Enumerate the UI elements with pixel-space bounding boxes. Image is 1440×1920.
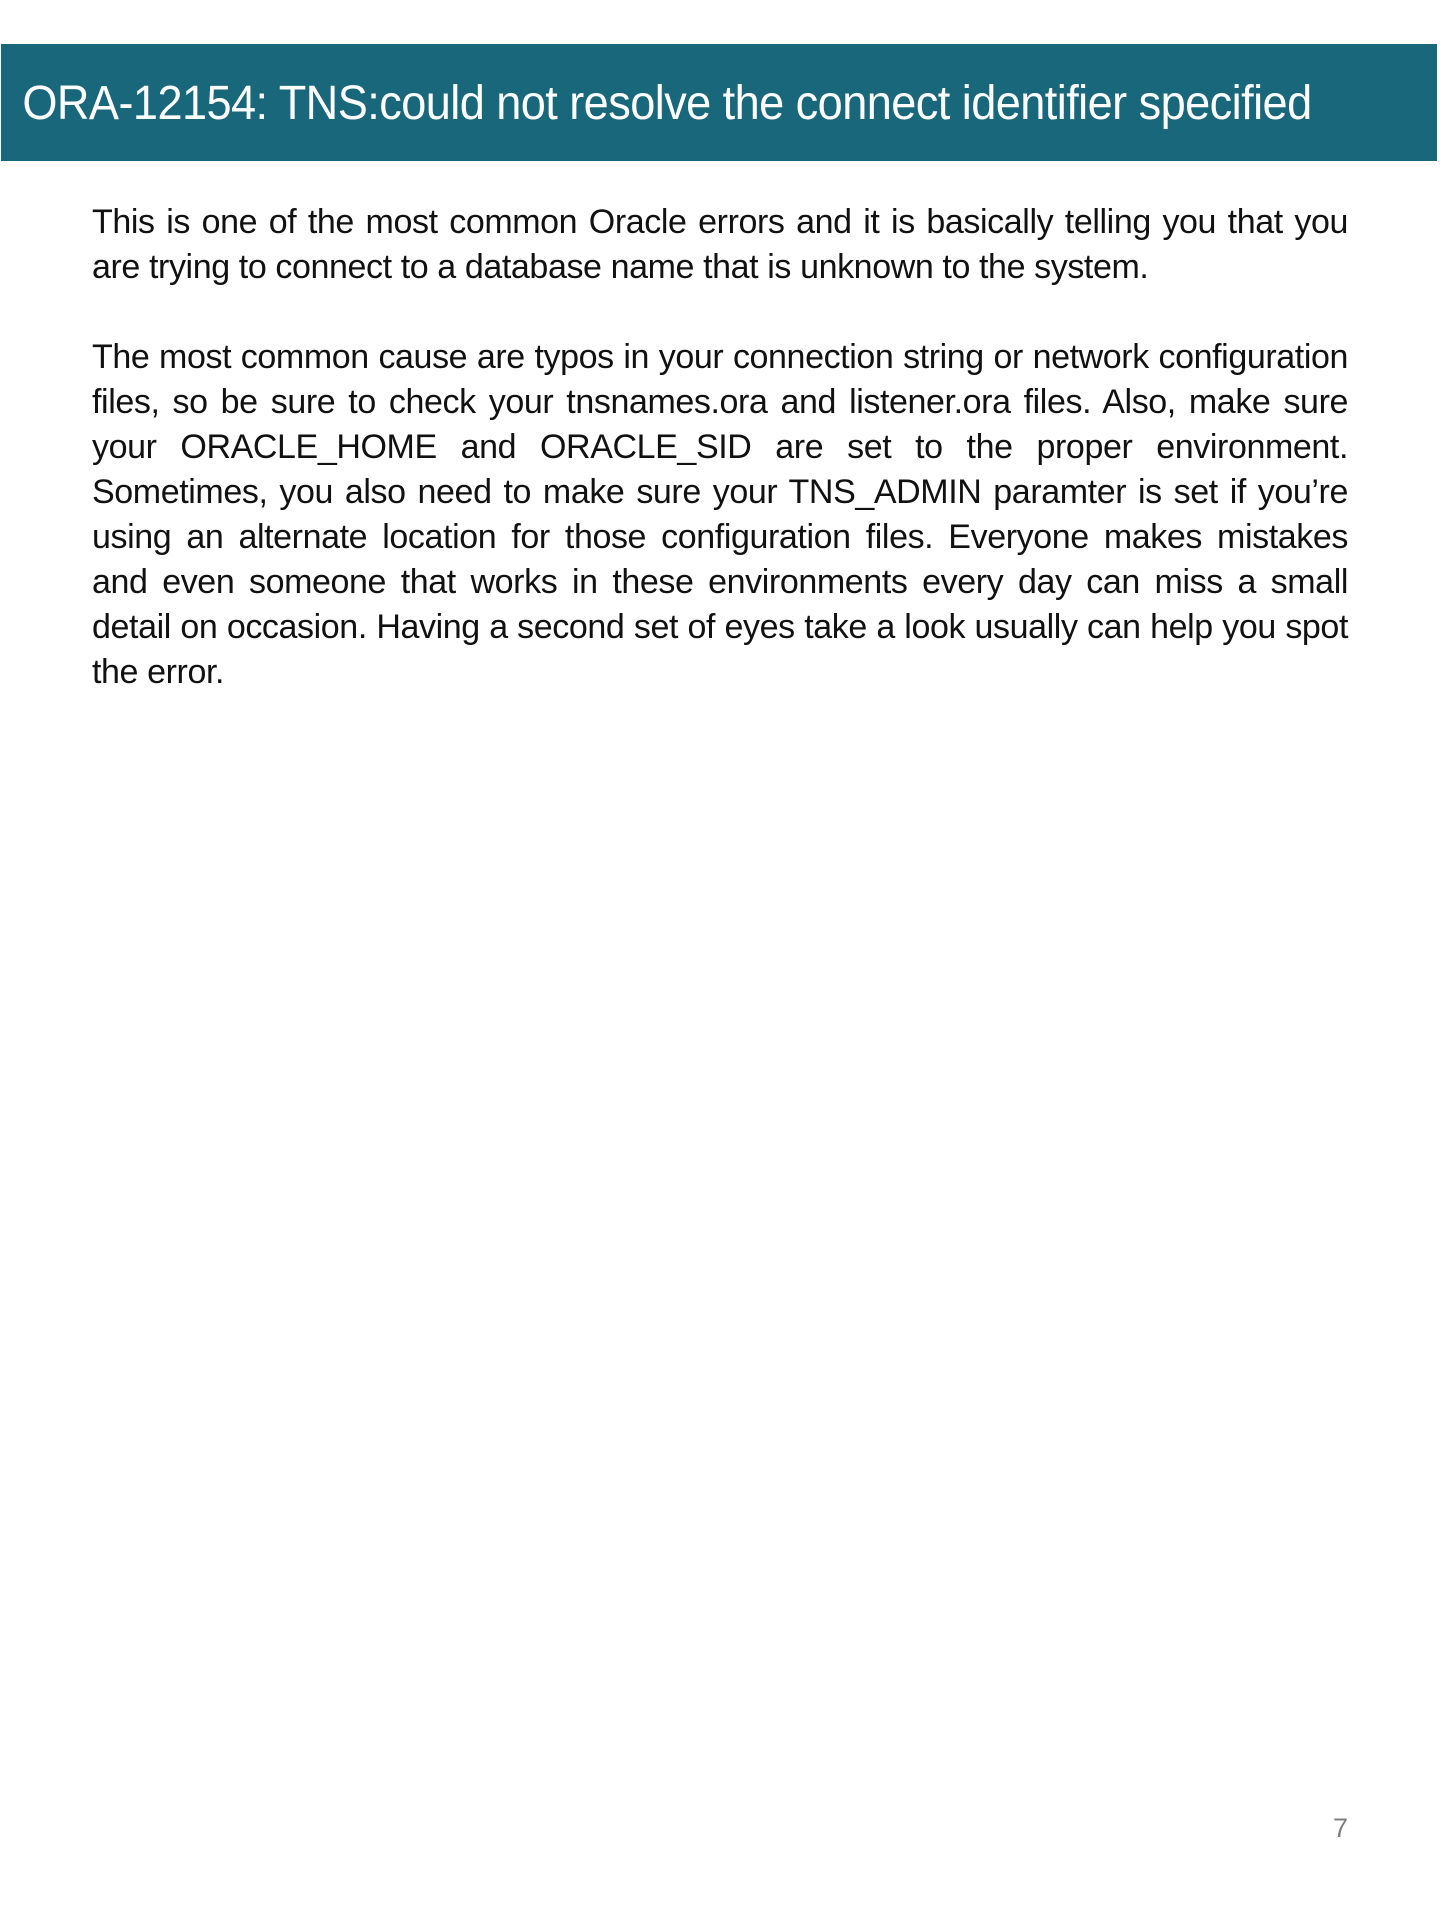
body-content: [92, 200, 1348, 740]
title-banner: [1, 44, 1437, 161]
page-title: ORA-12154: TNS:could not resolve the connect identifier specified: [22, 75, 1312, 130]
intro-paragraph: This is one of the most common Oracle errors and it is basically telling you that you are trying to connect to a database name that is unknown to the system.: [92, 203, 1348, 286]
page-number: 7: [1332, 1813, 1348, 1843]
cause-paragraph: The most common cause are typos in your connection string or network configuration files, so be sure to check your tnsnames.ora and listener.ora files. Also, make sure your ORACLE_HOME and ORACLE_SID are set to the proper environment. Sometimes, you also need to make sure your TNS_ADMIN paramter is set if you’re using an alternate location for those configuration files. Everyone makes mistakes and even someone that works in these environments every day can miss a small detail on occasion. Having a second set of eyes take a look usually can help you spot the error.: [92, 338, 1348, 691]
